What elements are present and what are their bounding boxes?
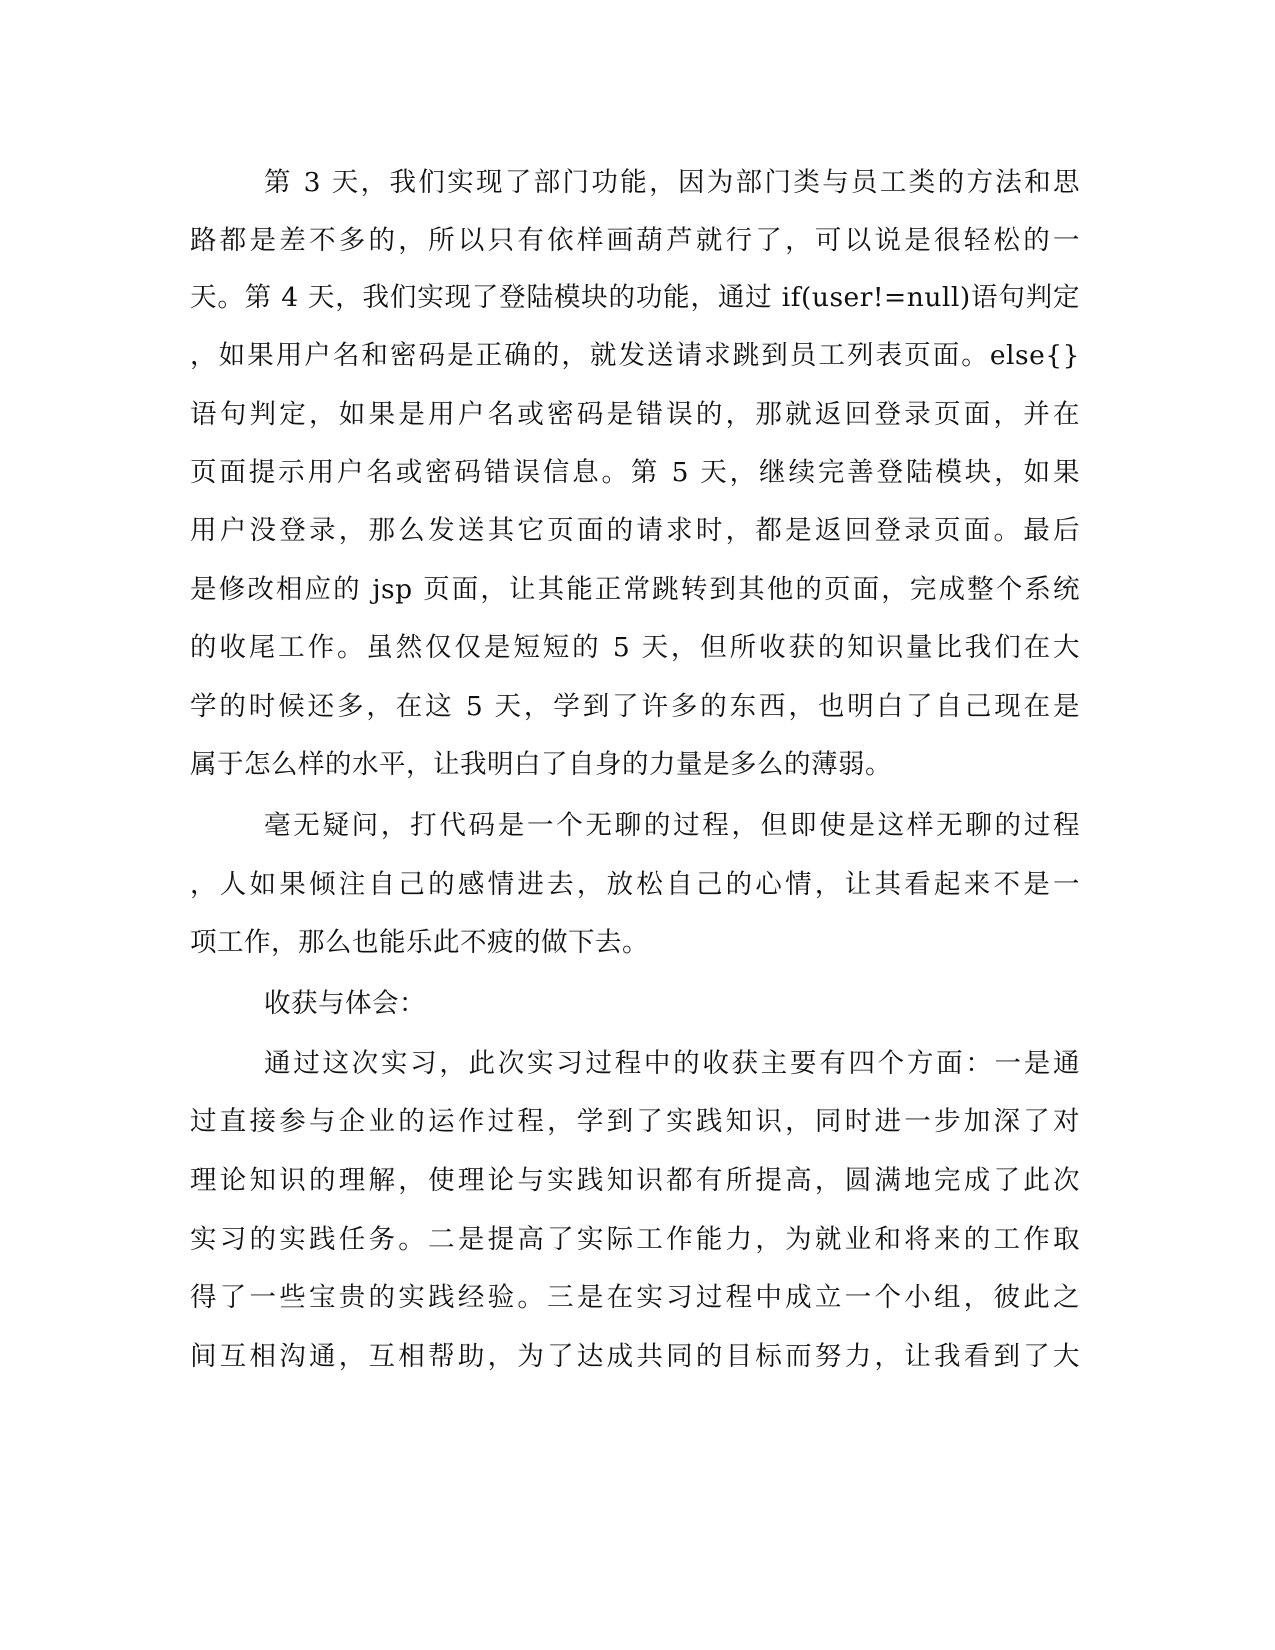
- section-heading: 收获与体会：: [264, 988, 426, 1019]
- paragraph-1-line-8: 是修改相应的 jsp 页面，让其能正常跳转到其他的页面，完成整个系统: [190, 574, 1080, 605]
- paragraph-1-line-3: 天。第 4 天，我们实现了登陆模块的功能，通过 if(user!=null)语句判定: [190, 282, 1080, 313]
- paragraph-1-line-4: ，如果用户名和密码是正确的，就发送请求跳到员工列表页面。else{}: [190, 340, 1080, 371]
- paragraph-4-line-5: 得了一些宝贵的实践经验。三是在实习过程中成立一个小组，彼此之: [190, 1282, 1080, 1313]
- paragraph-4-line-3: 理论知识的理解，使理论与实践知识都有所提高，圆满地完成了此次: [190, 1165, 1080, 1196]
- paragraph-1-line-7: 用户没登录，那么发送其它页面的请求时，都是返回登录页面。最后: [190, 515, 1080, 546]
- paragraph-4-line-4: 实习的实践任务。二是提高了实际工作能力，为就业和将来的工作取: [190, 1224, 1080, 1255]
- paragraph-1-line-11: 属于怎么样的水平，让我明白了自身的力量是多么的薄弱。: [190, 749, 892, 780]
- paragraph-1-line-10: 学的时候还多，在这 5 天，学到了许多的东西，也明白了自己现在是: [190, 691, 1080, 722]
- paragraph-4-line-1: 通过这次实习，此次实习过程中的收获主要有四个方面：一是通: [264, 1048, 1080, 1079]
- paragraph-4-line-2: 过直接参与企业的运作过程，学到了实践知识，同时进一步加深了对: [190, 1106, 1080, 1137]
- paragraph-1-line-9: 的收尾工作。虽然仅仅是短短的 5 天，但所收获的知识量比我们在大: [190, 632, 1080, 663]
- paragraph-2-line-1: 毫无疑问，打代码是一个无聊的过程，但即使是这样无聊的过程: [264, 810, 1080, 841]
- paragraph-1-line-2: 路都是差不多的，所以只有依样画葫芦就行了，可以说是很轻松的一: [190, 225, 1080, 256]
- paragraph-2-line-2: ，人如果倾注自己的感情进去，放松自己的心情，让其看起来不是一: [190, 869, 1080, 900]
- paragraph-4-line-6: 间互相沟通，互相帮助，为了达成共同的目标而努力，让我看到了大: [190, 1341, 1080, 1372]
- paragraph-1-line-6: 页面提示用户名或密码错误信息。第 5 天，继续完善登陆模块，如果: [190, 457, 1080, 488]
- paragraph-1-line-5: 语句判定，如果是用户名或密码是错误的，那就返回登录页面，并在: [190, 399, 1080, 430]
- paragraph-2-line-3: 项工作，那么也能乐此不疲的做下去。: [190, 927, 649, 958]
- paragraph-1-line-1: 第 3 天，我们实现了部门功能，因为部门类与员工类的方法和思: [264, 167, 1080, 198]
